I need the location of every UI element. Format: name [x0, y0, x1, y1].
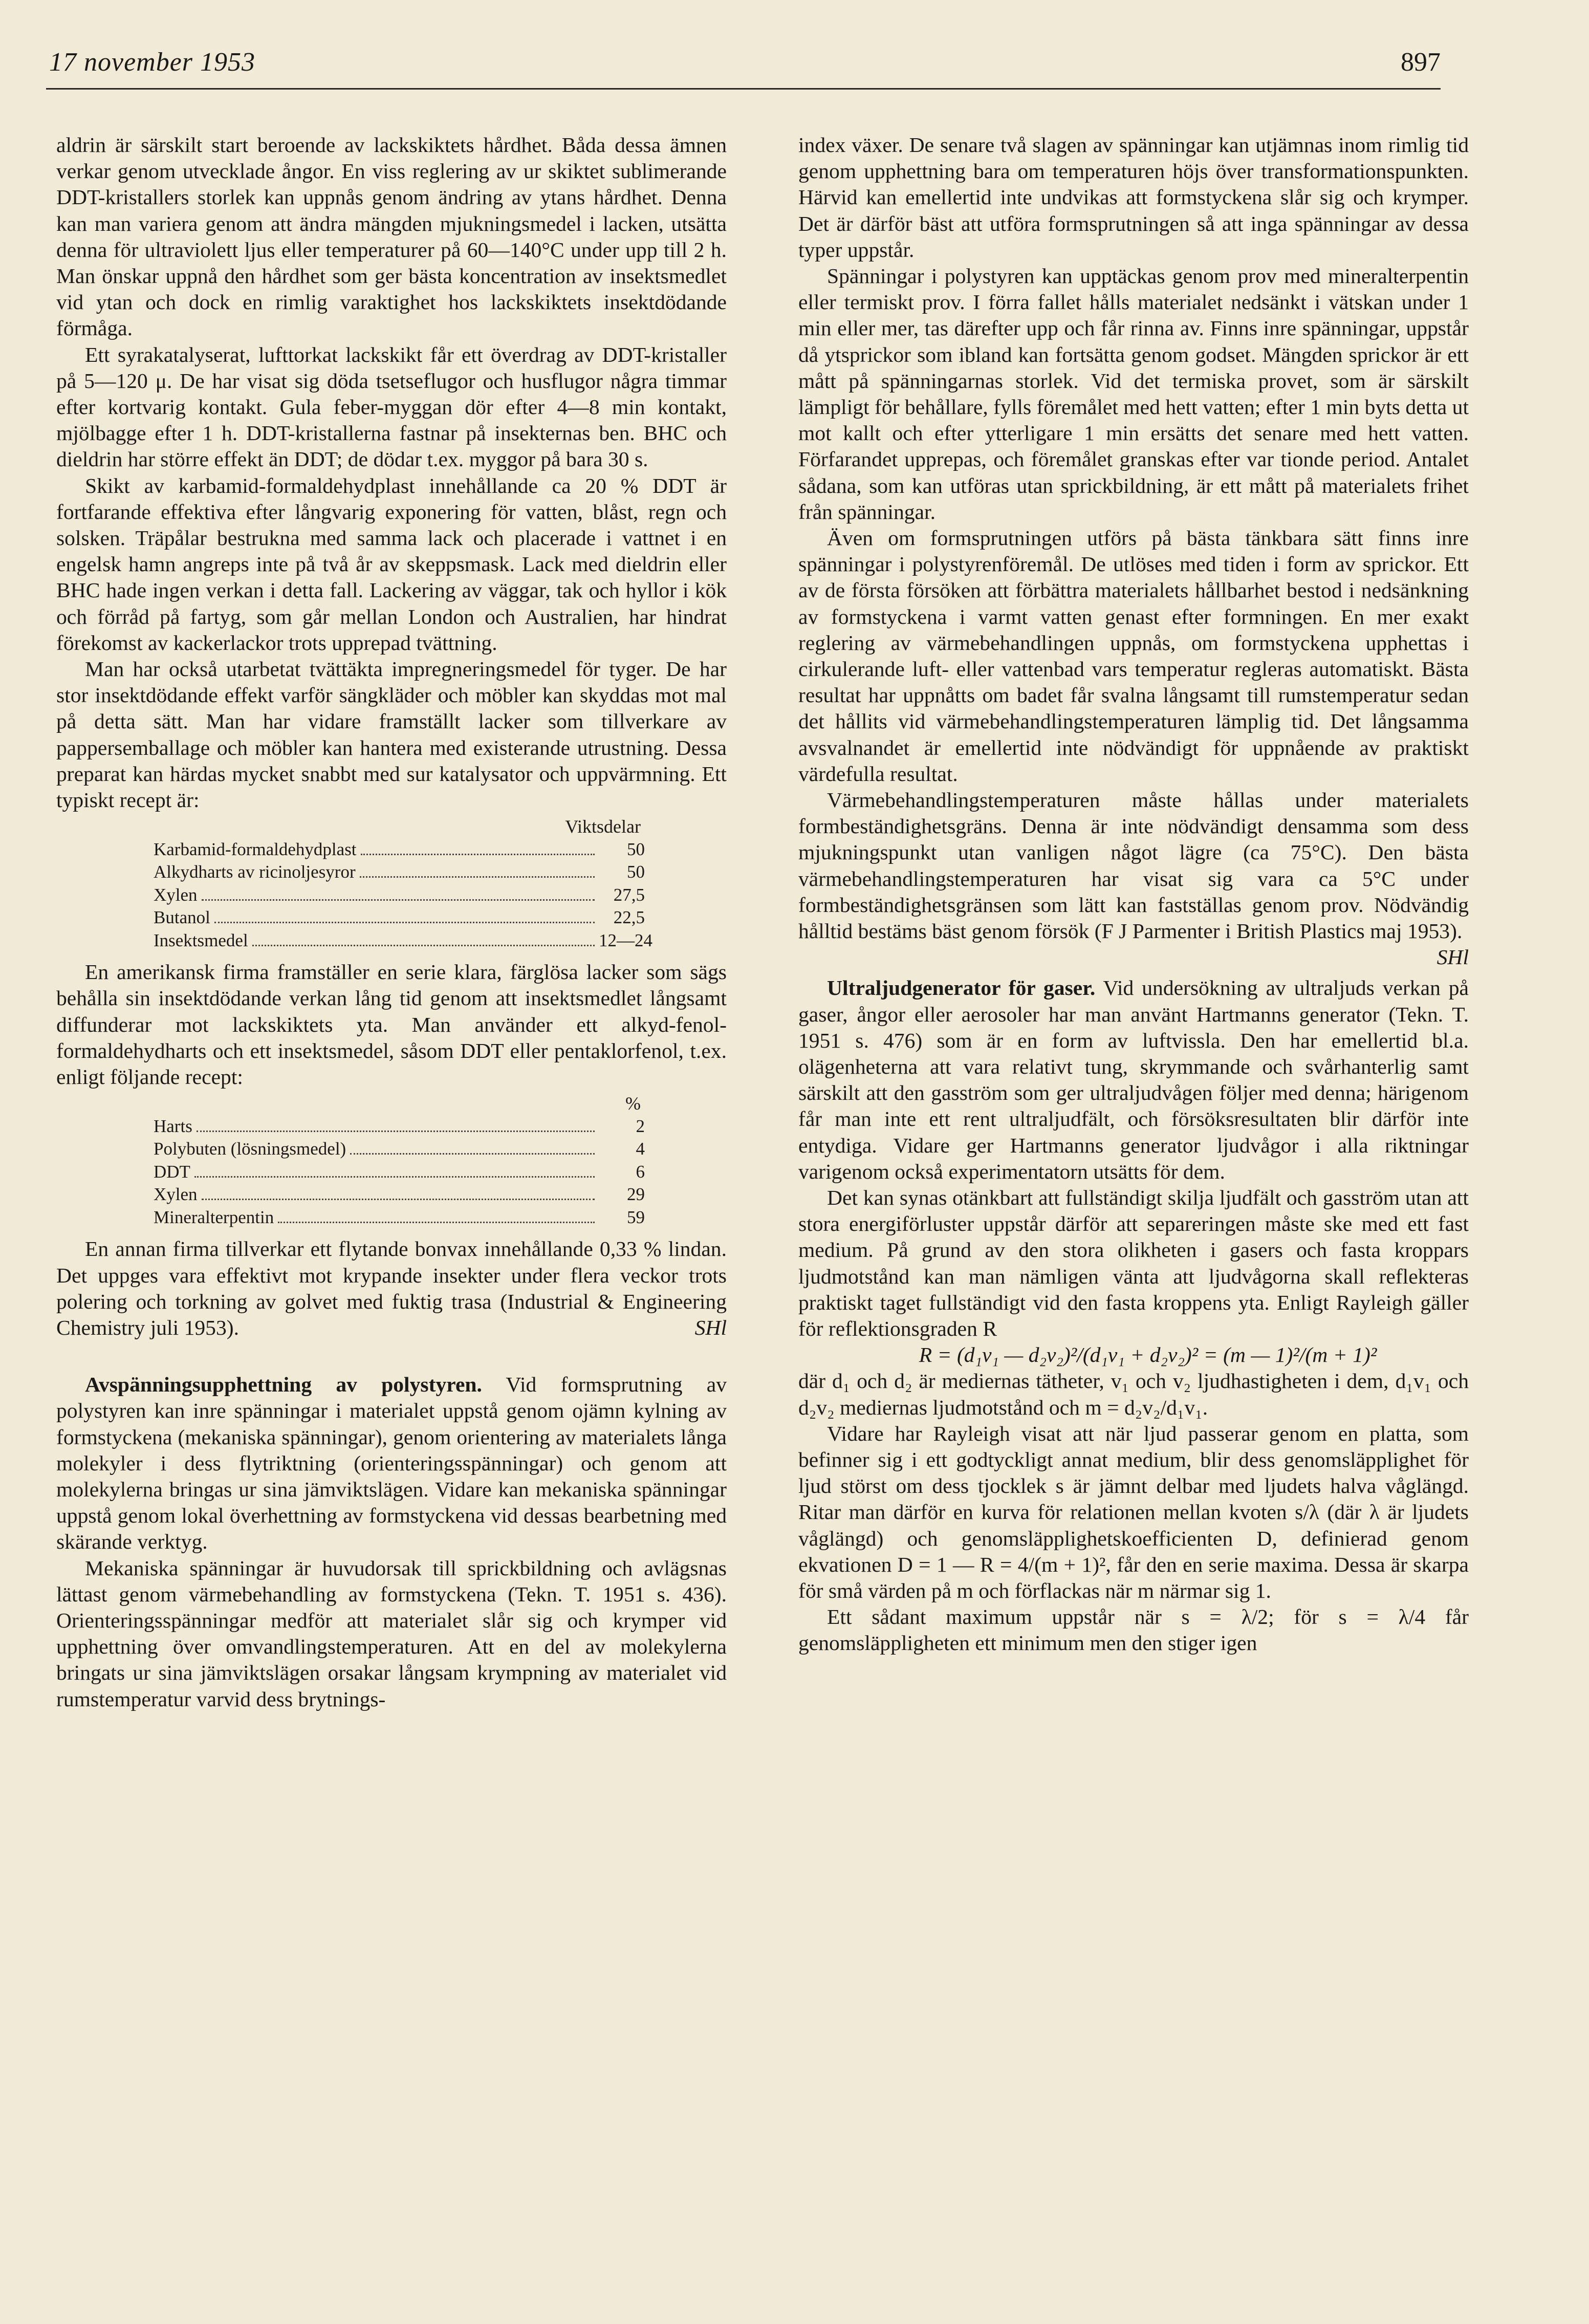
recipe-unit: % [625, 1093, 641, 1114]
article-lead-paragraph [56, 1372, 727, 1555]
recipe-row [154, 884, 645, 907]
recipe-row [154, 861, 645, 884]
ingredient-value: 6 [636, 1161, 645, 1182]
recipe-row [154, 1183, 645, 1206]
ingredient-name: DDT [154, 1161, 190, 1182]
recipe-row [154, 838, 645, 861]
recipe-table-1 [154, 815, 652, 952]
paragraph: Mekaniska spänningar är huvudorsak till sprickbildning och avlägsnas lättast genom värmebehandling av formstyckena (Tekn. T. 1951 s. 436). Orienteringsspänningar medför att materialet slår sig och krymper vid upphettning över omvandlingstemperaturen. Att en del av molekylerna bringats ur sina jämviktslägen orsakar långsam krympning av materialet vid rumstemperatur varvid dess brytnings- [56, 1556, 727, 1711]
ingredient-value: 22,5 [613, 907, 645, 928]
article-headline: Avspänningsupphettning av polystyren. [85, 1373, 482, 1397]
ingredient-name: Alkydharts av ricinoljesyror [154, 862, 356, 882]
header-rule [46, 88, 1441, 90]
paragraph: Även om formsprutningen utförs på bästa tänkbara sätt finns inre spänningar i polystyrenföremål. De utlöses med tiden i form av sprickor. Ett av de första försöken att förbättra materialets hållbarhet bestod i nedsänkning av formstyckena i varmt vatten genast efter formningen. En mer exakt reglering av värmebehandlingen uppnås, om formstyckena upphettas i cirkulerande luft- eller vattenbad vars temperatur regleras automatiskt. Bästa resultat har uppnåtts om badet får svalna långsamt till rumstemperatur sedan det hållits vid värmebehandlingstemperaturen lämplig tid. Det långsamma avsvalnandet är emellertid inte nödvändigt för uppnående av praktiskt värdefulla resultat. [798, 526, 1469, 786]
recipe-unit: Viktsdelar [565, 816, 641, 837]
ingredient-name: Karbamid-formaldehydplast [154, 839, 357, 859]
ingredient-value: 12—24 [599, 930, 652, 950]
paragraph-text: En annan firma tillverkar ett flytande bonvax innehållande 0,33 % lindan. Det uppges vara effektivt mot krypande insekter under flera veckor trots polering och torkning av golvet med fuktig trasa (Industrial & Engineering Chemistry juli 1953). [56, 1237, 727, 1339]
recipe-row [154, 1115, 645, 1138]
recipe-row [154, 929, 652, 952]
author-signature: SHl [1436, 945, 1469, 969]
ingredient-value: 50 [627, 862, 645, 882]
ingredient-name: Xylen [154, 884, 198, 905]
paragraph: Det kan synas otänkbart att fullständigt skilja ljudfält och gasström utan att stora energiförluster uppstår därför att separeringen måste ske med ett fast medium. På grund av den stora olikheten i gasers och fasta kroppars ljudmotstånd kan man nämligen vänta att ljudvågorna skall reflekteras praktiskt taget fullständigt vid den fasta kroppens yta. Enligt Rayleigh gäller för reflektionsgraden R [798, 1185, 1469, 1340]
paragraph-text: Vid formsprutning av polystyren kan inre spänningar i materialet uppstå genom ojämn kylning av formstyckena (mekaniska spänningar), genom orientering av materialets långa molekyler i dess flytriktning (orienteringsspänningar) och genom att molekylerna bringas ur sina jämviktslägen. Vidare kan mekaniska spänningar uppstå genom lokal överhettning av formstyckena vid dessas bearbetning med skärande verktyg. [56, 1373, 727, 1554]
issue-date: 17 november 1953 [49, 48, 256, 77]
page-number: 897 [1401, 48, 1441, 77]
paragraph: där d₁ och d₂ är mediernas tätheter, v₁ och v₂ ljudhastigheten i dem, d₁v₁ och d₂v₂ mediernas ljudmotstånd och m = d₂v₂/d₁v₁. [798, 1369, 1469, 1419]
paragraph [56, 1236, 727, 1341]
ingredient-name: Harts [154, 1116, 192, 1136]
ingredient-name: Polybuten (lösningsmedel) [154, 1139, 346, 1159]
paragraph: Ett sådant maximum uppstår när s = λ/2; för s = λ/4 får genomsläppligheten ett minimum men den stiger igen [798, 1605, 1469, 1655]
ingredient-name: Xylen [154, 1184, 198, 1205]
ingredient-name: Mineralterpentin [154, 1207, 274, 1227]
ingredient-value: 29 [627, 1184, 645, 1205]
ingredient-value: 59 [627, 1207, 645, 1227]
recipe-row [154, 1138, 645, 1161]
recipe-row [154, 1206, 645, 1229]
ingredient-value: 2 [636, 1116, 645, 1136]
rayleigh-formula: R = (d₁v₁ — d₂v₂)²/(d₁v₁ + d₂v₂)² = (m — 1)²/(m + 1)² [919, 1343, 1377, 1367]
ingredient-value: 50 [627, 839, 645, 859]
ingredient-value: 27,5 [613, 884, 645, 905]
paragraph: Vidare har Rayleigh visat att när ljud passerar genom en platta, som befinner sig i ett godtyckligt annat medium, blir dess genomsläpplighet för ljud störst om dess tjocklek s är jämnt delbar med ljudets halva våglängd. Ritar man därför en kurva för relationen mellan kvoten s/λ (där λ är ljudets våglängd) och genomsläpplighetskoefficienten D, definierad genom ekvationen D = 1 — R = 4/(m + 1)², får den en serie maxima. Dessa är skarpa för små värden på m och förflackas när m närmar sig 1. [798, 1421, 1469, 1602]
paragraph: En amerikansk firma framställer en serie klara, färglösa lacker som sägs behålla sin insektdödande verkan lång tid genom att insektsmedlet långsamt diffunderar mot lackskiktets yta. Man använder ett alkyd-fenol-formaldehydharts och ett insektsmedel, såsom DDT eller pentaklorfenol, t.ex. enligt följande recept: [56, 960, 727, 1089]
recipe-row [154, 1161, 645, 1184]
article-lead-paragraph [798, 975, 1469, 1185]
paragraph-text: Värmebehandlingstemperaturen måste hållas under materialets formbeständighetsgräns. Denna är inte nödvändigt densamma som dess mjukningspunkt utan vanligen något lägre (ca 75°C). Den bästa värmebehandlingstemperaturen har visat sig vara ca 5°C under formbeständighetsgränsen som lätt kan fastställas genom prov. Nödvändig hålltid bestäms bäst genom försök (F J Parmenter i British Plastics maj 1953). [798, 788, 1469, 943]
left-column [56, 132, 727, 1712]
paragraph: Skikt av karbamid-formaldehydplast innehållande ca 20 % DDT är fortfarande effektiva efter långvarig exponering för vatten, blåst, regn och solsken. Träpålar bestrukna med samma lack och placerade i vattnet i en engelsk hamn angreps inte på två år av skeppsmask. Lack med dieldrin eller BHC hade ingen verkan i detta fall. Lackering av väggar, tak och hyllor i kök och förråd på fartyg, som går mellan London och Australien, har hindrat förekomst av kackerlackor trots upprepad tvättning. [56, 473, 727, 655]
paragraph: aldrin är särskilt start beroende av lackskiktets hårdhet. Båda dessa ämnen verkar genom utvecklade ångor. En viss reglering av ur skiktet sublimerande DDT-kristallers storlek kan uppnås genom ändring av ytans hårdhet. Denna kan man variera genom att ändra mängden mjukningsmedel i lacken, utsätta denna för ultraviolett ljus eller temperaturer på 60—140°C under upp till 2 h. Man önskar uppnå den hårdhet som ger bästa koncentration av insektsmedlet vid ytan och dock en rimlig varaktighet hos lackskiktets insektdödande förmåga. [56, 133, 727, 340]
right-column [798, 132, 1469, 1657]
paragraph: Spänningar i polystyren kan upptäckas genom prov med mineralterpentin eller termiskt prov. I förra fallet hålls materialet nedsänkt i vätskan under 1 min eller mer, tas därefter upp och får rinna av. Finns inre spänningar, uppstår då ytsprickor som ibland kan fortsätta genom godset. Mängden sprickor är ett mått på spänningarnas storlek. Vid det termiska provet, som är särskilt lämpligt för behållare, fylls föremålet med hett vatten; efter 1 min byts detta ut mot kallt och efter ytterligare 1 min ersätts det senare med hett vatten. Förfarandet upprepas, och föremålet granskas efter var tionde period. Antalet sådana, som kan utföras utan sprickbildning, är ett mått på materialets frihet från spänningar. [798, 264, 1469, 524]
ingredient-name: Insektsmedel [154, 930, 248, 950]
paragraph: index växer. De senare två slagen av spänningar kan utjämnas inom rimlig tid genom upphettning bara om temperaturen höjs över transformationspunkten. Härvid kan emellertid inte undvikas att formstyckena slår sig och krymper. Det är därför bäst att utföra formsprutningen så att inga spänningar av dessa typer uppstår. [798, 133, 1469, 262]
author-signature: SHl [694, 1315, 727, 1339]
ingredient-name: Butanol [154, 907, 210, 928]
article-headline: Ultraljudgenerator för gaser. [827, 976, 1096, 1000]
ingredient-value: 4 [636, 1139, 645, 1159]
recipe-row [154, 906, 645, 929]
paragraph [798, 787, 1469, 969]
paragraph-text: Vid undersökning av ultraljuds verkan på gaser, ångor eller aerosoler har man använt Hartmanns generator (Tekn. T. 1951 s. 476) som är en form av luftvissla. Den har emellertid bl.a. olägenheterna att vara relativt tung, skrymmande och svårhanterlig samt särskilt att den gasström som ger ultraljudvågen följer med denna; härigenom får man inte ett rent ultraljudfält, och försöksresultaten blir därför inte entydiga. Vidare ger Hartmanns generator ljudvågor i alla riktningar varigenom också experimentatorn utsätts för dem. [798, 976, 1469, 1183]
recipe-table-2 [154, 1092, 645, 1229]
paragraph: Ett syrakatalyserat, lufttorkat lackskikt får ett överdrag av DDT-kristaller på 5—120 μ. De har visat sig döda tsetseflugor och husflugor några timmar efter kortvarig kontakt. Gula feber-myggan dör efter 4—8 min kontakt, mjölbagge efter 1 h. DDT-kristallerna fastnar på insekternas ben. BHC och dieldrin har större effekt än DDT; de dödar t.ex. myggor på bara 30 s. [56, 342, 727, 471]
paragraph: Man har också utarbetat tvättäkta impregneringsmedel för tyger. De har stor insektdödande effekt varför sängkläder och möbler kan skyddas mot mal på detta sätt. Man har vidare framställt lacker som tillverkare av pappersemballage och möbler kan hantera med existerande utrustning. Dessa preparat kan härdas mycket snabbt med sur katalysator och uppvärmning. Ett typiskt recept är: [56, 657, 727, 812]
